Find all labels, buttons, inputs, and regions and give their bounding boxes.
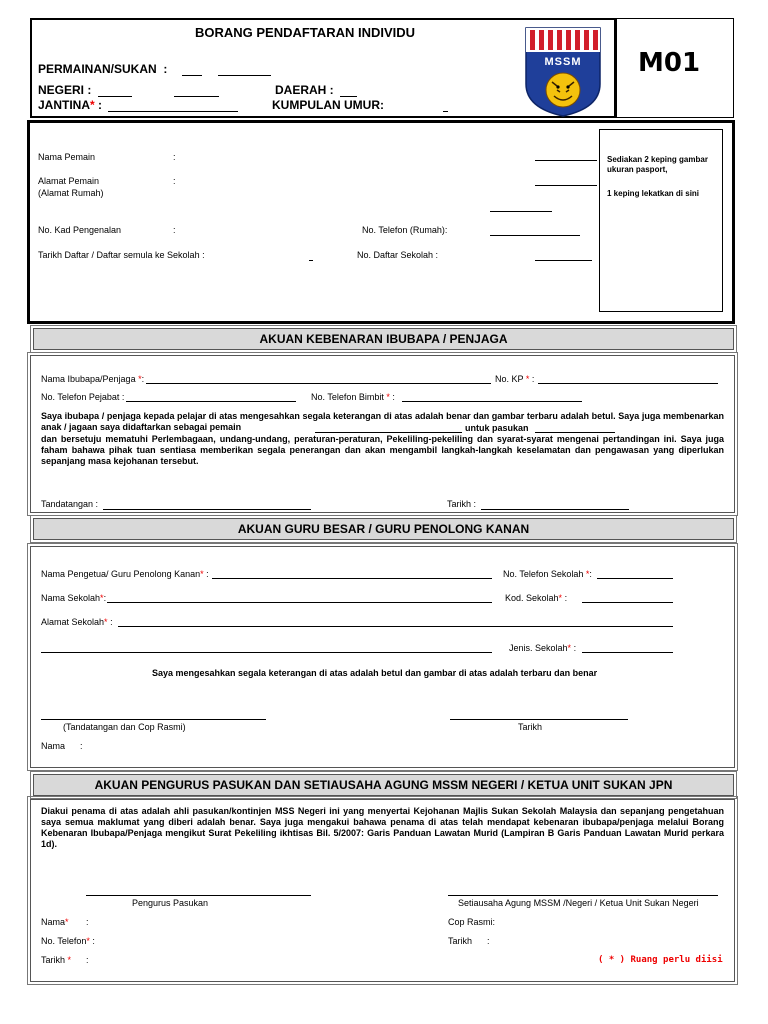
photo-note-1: Sediakan 2 keping gambar ukuran pasport, [607,155,708,174]
principal-name-short-label: Nama : [41,741,83,751]
school-address-field-1[interactable] [118,626,673,627]
logo-text: MSSM [544,56,582,68]
school-address-label: Alamat Sekolah* : [41,617,113,627]
guardian-name-label: Nama Ibubapa/Penjaga *: [41,374,145,384]
mssm-logo [524,26,602,118]
manager-date-label: Tarikh * : [41,955,89,965]
parent-date-label: Tarikh : [447,499,477,509]
school-type-field[interactable] [582,652,673,653]
gender-field[interactable] [108,111,238,112]
parent-heading: AKUAN KEBENARAN IBUBAPA / PENJAGA [33,328,734,350]
gender-label: JANTINA* : [38,98,103,112]
manager-label: Pengurus Pasukan [132,898,209,908]
mssm-shield-icon [524,26,602,118]
player-address-sub-label: (Alamat Rumah) [38,188,104,198]
school-reg-field[interactable] [535,260,592,261]
stamp-label: Cop Rasmi: [448,917,496,927]
secretary-signature-field[interactable] [448,895,718,896]
kp-field[interactable] [538,383,718,384]
district-field[interactable] [340,96,357,97]
phone-field[interactable] [490,235,580,236]
parent-date-field[interactable] [481,509,629,510]
sport-label: PERMAINAN/SUKAN : [38,62,168,76]
school-name-field[interactable] [107,602,492,603]
player-address-field-2[interactable] [490,211,552,212]
phone-label: No. Telefon (Rumah): [362,225,448,235]
manager-name-label: Nama* : [41,917,89,927]
office-phone-field[interactable] [126,401,296,402]
kp-label: No. KP * : [495,374,535,384]
principal-name-label: Nama Pengetua/ Guru Penolong Kanan* : [41,569,209,579]
school-name-label: Nama Sekolah*: [41,593,107,603]
school-phone-label: No. Telefon Sekolah *: [503,569,592,579]
register-date-label: Tarikh Daftar / Daftar semula ke Sekolah : [38,250,205,260]
colon: : [173,225,176,235]
mobile-label: No. Telefon Bimbit * : [311,392,395,402]
principal-date-label: Tarikh [518,722,543,732]
principal-confirmation: Saya mengesahkan segala keterangan di atas adalah betul dan gambar di atas adalah terbaru dan benar [152,668,598,678]
sport-field-1[interactable] [182,75,202,76]
parent-declaration-1: Saya ibubapa / penjaga kepada pelajar di atas mengesahkan segala keterangan di atas adalah benar dan gambar terbaru adalah betul. Saya juga membenarkan anak / jagaan saya didaftarkan sebagai pemain [41,411,724,432]
player-sport-field[interactable] [315,432,462,433]
parent-signature-label: Tandatangan : [41,499,99,509]
age-group-label: KUMPULAN UMUR: [272,98,384,112]
school-type-label: Jenis. Sekolah* : [509,643,577,653]
player-name-field[interactable] [535,160,597,161]
photo-note-2: 1 keping lekatkan di sini [607,189,700,198]
manager-signature-field[interactable] [86,895,311,896]
school-code-field[interactable] [582,602,673,603]
principal-heading: AKUAN GURU BESAR / GURU PENOLONG KANAN [33,518,734,540]
mobile-field[interactable] [402,401,582,402]
manager-phone-label: No. Telefon* : [41,936,95,946]
required-footnote: ( * ) Ruang perlu diisi [598,955,723,965]
district-label: DAERAH : [275,83,334,97]
team-field[interactable] [535,432,615,433]
secretary-label: Setiausaha Agung MSSM /Negeri / Ketua Unit Sukan Negeri [458,898,699,908]
principal-date-field[interactable] [450,719,628,720]
school-phone-field[interactable] [597,578,673,579]
guardian-name-field[interactable] [146,383,491,384]
principal-signature-label: (Tandatangan dan Cop Rasmi) [63,722,186,732]
school-reg-label: No. Daftar Sekolah : [357,250,439,260]
sport-field-2[interactable] [218,75,271,76]
state-label: NEGERI : [38,83,92,97]
manager-declaration: Diakui penama di atas adalah ahli pasukan/kontinjen MSS Negeri ini yang menyertai Kejohanan Majlis Sukan Sekolah Malaysia dan sepanjang pengetahuan saya semua maklumat yang diberi adalah benar. Saya juga mengakui bahawa penama di atas telah mendapat kebenaran ibubapa/penjaga melalui Borang Kebenaran Ibubapa/Penjaga mengikut Surat Pekeliling ikhtisas Bil. 5/2007: Garis Panduan Lawatan Murid (Lampiran B Garis Panduan Lawatan Murid perkara 1d). [41,806,724,849]
player-address-field-1[interactable] [535,185,597,186]
principal-name-field[interactable] [212,578,492,579]
ic-label: No. Kad Pengenalan [38,225,122,235]
school-address-field-2[interactable] [41,652,492,653]
secretary-date-label: Tarikh : [448,936,490,946]
state-field-1[interactable] [98,96,132,97]
school-code-label: Kod. Sekolah* : [505,593,568,603]
register-date-field[interactable] [309,260,313,261]
principal-frame [30,546,735,768]
colon: : [173,176,176,186]
form-code: M01 [638,48,701,78]
parent-signature-field[interactable] [103,509,311,510]
parent-declaration-3: dan bersetuju mematuhi Perlembagaan, undang-undang, peraturan-peraturan, Pekeliling-pekeliling dan syarat-syarat mengenai pertandingan ini. Saya juga faham bahawa pihak tuan sentiasa memberikan segala penerangan dan akan mengambil langkah-langkah keselamatan dan pengawasan yang diperlukan sepanjang masa kejohanan tersebut. [41,434,724,466]
parent-declaration-2: untuk pasukan [465,423,529,433]
player-name-label: Nama Pemain [38,152,96,162]
player-address-label: Alamat Pemain [38,176,100,186]
state-field-2[interactable] [174,96,219,97]
manager-heading: AKUAN PENGURUS PASUKAN DAN SETIAUSAHA AGUNG MSSM NEGERI / KETUA UNIT SUKAN JPN [33,774,734,796]
office-phone-label: No. Telefon Pejabat : [41,392,125,402]
age-group-field[interactable] [443,111,448,112]
colon: : [173,152,176,162]
principal-signature-field[interactable] [41,719,266,720]
form-title: BORANG PENDAFTARAN INDIVIDU [195,25,416,40]
